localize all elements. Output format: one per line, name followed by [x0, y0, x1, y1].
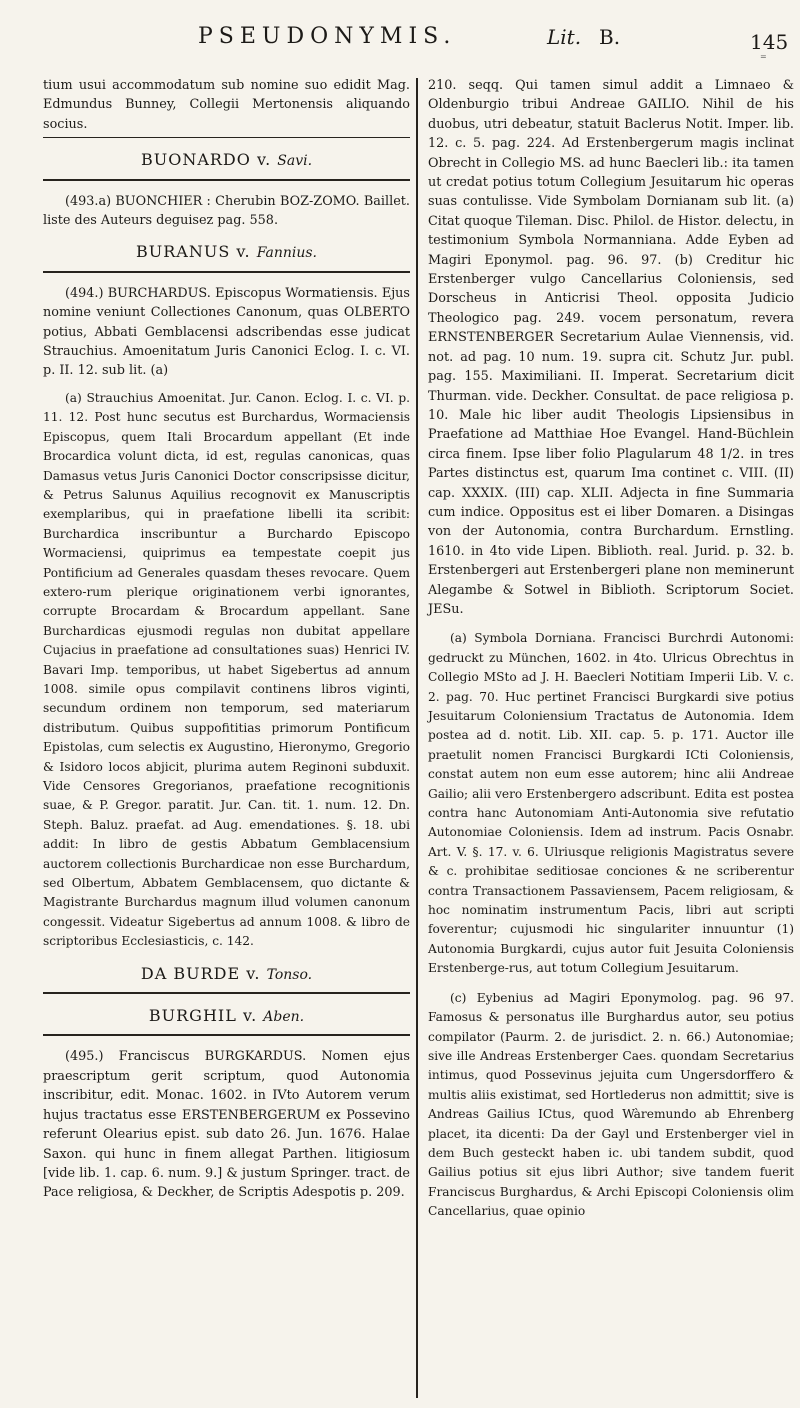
entry-heading-text: BURGHIL v. [148, 1006, 258, 1026]
entry-493: (493.a) BUONCHIER : Cherubin BOZ-ZOMO. Baillet. liste des Auteurs deguisez pag. 558. [43, 193, 410, 229]
footnote-c: (c) Eybenius ad Magiri Eponymolog. pag. 96 97. Famosus & personatus ille Burghardus autor, seu potius compilator (Paurm. 2. de jurisdict. 2. n. 66.) Autonomiae; sive ille Andreas Erstenberger Caes. quondam Secretarius intimus, quod Possevinus jejuita cum Ungersdorffero & multis aliis existimat, sed Hortlederus non admittit; sive is Andreas Gailius ICtus, quod Wàremundo ab Ehrenberg placet, ita dicenti: Da der Gayl und Erstenberger viel in dem Buch gesteckt haben ic. ubi tandem subdit, quod Gailius potius sit ejus libri Author; sive tandem fuerit Franciscus Burghardus, & Archi Episcopi Coloniensis olim Cancellarius, quae opinio [428, 990, 794, 1219]
page-sub-mark: = [760, 52, 767, 61]
divider [43, 992, 410, 994]
entry-heading-text: BUONARDO v. [140, 150, 272, 170]
entry-heading-text: DA BURDE v. [140, 963, 261, 983]
entry-heading-ref: Savi. [277, 153, 313, 170]
footnote-a: (a) Symbola Dorniana. Francisci Burchrdi Autonomi: gedruckt zu München, 1602. in 4to. Ulricus Obrechtus in Collegio MSto ad J. H. Baecleri Notitiam Imperii Lib. V. c. 2. pag. 70. Huc pertinet Francisci Burgkardi sive potius Jesuitarum Coloniensium Tractatus de Autonomia. Idem postea ad d. notit. Lib. XII. cap. 5. p. 171. Auctor ille praetulit nomen Francisci Burgkardi ICti Coloniensis, constat autem non eum esse autorem; hinc alii Andreae Gailio; alii vero Erstenbergero adscribunt. Edita est postea contra hanc Autonomiam Anti-Autonomia sive refutatio Autonomiae Coloniensis. Idem ad instrum. Pacis Osnabr. Art. V. §. 17. v. 6. Ulriusque religionis Magistratus severe & c. prohibitae seditiosae conciones & ne scriberentur contra Transactionem Passaviensem, Pacem religiosam, & hoc nominatim instrumentum Pacis, libri aut scripti foverentur; cujusmodi hic singulariter innuuntur (1) Autonomia Burgkardi, cujus autor fuit Jesuita Coloniensis Erstenberge-rus, aut totum Collegium Jesuitarum. [428, 631, 794, 976]
divider [43, 137, 410, 138]
right-column [428, 76, 794, 1222]
entry-heading-ref: Aben. [263, 1009, 305, 1026]
entry-heading-ref: Fannius. [256, 245, 317, 262]
divider [43, 1034, 410, 1036]
left-column [43, 76, 410, 1203]
entry-495: (495.) Franciscus BURGKARDUS. Nomen ejus praescriptum gerit scriptum, quod Autonomia inscribitur, edit. Monac. 1602. in IVto Autorem verum hujus tractatus esse ERSTENBERGERUM ex Possevino referunt Olearius epist. sub dato 26. Jun. 1676. Halae Saxon. qui hunc in finem allegat Parthen. litigiosum [vide lib. 1. cap. 6. num. 9.] & justum Springer. tract. de Pace religiosa, & Deckher, de Scriptis Adespotis p. 209. [43, 1049, 410, 1201]
entry-heading-buranus [43, 242, 410, 263]
section-label: Lit. [547, 25, 582, 49]
entry-heading-burghil [43, 1006, 410, 1027]
entry-495-continuation: 210. seqq. Qui tamen simul addit a Limnaeo & Oldenburgio tribui Andreae GAILIO. Nihil de his duobus, utri debeatur, statuit Baclerus Notit. Imper. lib. 12. c. 5. pag. 224. Ad Erstenbergerum magis inclinat Obrecht in Collegio MS. ad hunc Baecleri lib.: ita tamen ut credat potius totum Collegium Jesuitarum hic operas suas contulisse. Vide Symbolam Dornianam sub lit. (a) Citat quoque Tileman. Disc. Philol. de Histor. delectu, in testimonium Symbola Normanniana. Adde Eyben ad Magiri Eponymol. pag. 96. 97. (b) Creditur hic Erstenberger vulgo Cancellarius Coloniensis, sed Dorscheus in Anticrisi Theol. opposita Judicio Theologico pag. 249. vocem personatum, revera ERNSTENBERGER Secretarium Aulae Viennensis, vid. not. ad pag. 10 num. 19. supra cit. Schutz Jur. publ. pag. 155. Maximiliani. II. Imperat. Secretarium dicit Thurman. vide. Deckher. Consultat. de pace religiosa p. 10. Male hic liber audit Theologis Lipsiensibus in Praefatione ad Matthiae Hoe Evangel. Hand-Büchlein circa finem. Ipse liber folio Plagularum 48 1/2. in tres Partes distinctus est, quarum Ima continet c. VIII. (II) cap. XXXIX. (III) cap. XLII. Adjecta in fine Summaria cum indice. Oppositus est ei liber Domaren. a Disingas von der Autonomia, contra Burchardum. Ernstling. 1610. in 4to vide Lipen. Biblioth. real. Jurid. p. 32. b. Erstenbergeri aut Erstenbergeri plane non meminerunt Alegambe & Sotwel in Biblioth. Scriptorum Societ. JESu. [428, 78, 794, 617]
running-title: PSEUDONYMIS. [198, 24, 457, 49]
entry-heading-burde [43, 964, 410, 985]
page-number: 145 [750, 30, 789, 54]
column-divider [416, 78, 418, 1398]
footnote-494a: (a) Strauchius Amoenitat. Jur. Canon. Eclog. I. c. VI. p. 11. 12. Post hunc secutus est Burchardus, Wormaciensis Episcopus, quem Itali Brocardum appellant (Et inde Brocardica volunt dicta, id est, regulas canonicas, quas Damasus vetus Juris Canonici Doctor conscripsisse dicitur, & Petrus Salunus Aquilius recognovit ex Manuscriptis exemplaribus, qui in praefatione libelli ita scribit: Burchardica inscribuntur a Burchardo Episcopo Wormaciensi, quiprimus ea tempestate coepit jus Pontificium ad Generales quasdam theses revocare. Quem extero-rum plerique originationem verbi ignorantes, corrupte Brocardam & Brocardum appellant. Sane Burchardicas ejusmodi regulas non dubitat appellare Cujacius in praefatione ad consultationes suas) Henrici IV. Bavari Imp. temporibus, ut habet Sigebertus ad annum 1008. simile opus compilavit continens libros viginti, secundum ordinem non temporum, sed materiarum distributum. Quibus suppofititias primorum Pontificum Epistolas, cum selectis ex Augustino, Hieronymo, Gregorio & Isidoro locos abjicit, plurima autem Reginoni subduxit. Vide Censores Gregorianos, praefatione recognitionis suae, & P. Gregor. paratit. Jur. Can. tit. 1. num. 12. Dn. Steph. Baluz. praefat. ad Aug. emendationes. §. 18. ubi addit: In libro de gestis Abbatum Gemblacensium auctorem collectionis Burchardicae non esse Burchardum, sed Olbertum, Abbatem Gemblacensem, quo dictante & Magistrante Burchardus magnum illud volumen canonum congessit. Videatur Sigebertus ad annum 1008. & libro de scriptoribus Ecclesiasticis, c. 142. [43, 390, 410, 949]
running-header [0, 0, 800, 62]
divider [43, 271, 410, 273]
entry-494: (494.) BURCHARDUS. Episcopus Wormatiensis. Ejus nomine veniunt Collectiones Canonum, quas OLBERTO potius, Abbati Gemblacensi adscribendas esse judicat Strauchius. Amoenitatum Juris Canonici Eclog. I. c. VI. p. II. 12. sub lit. (a) [43, 285, 410, 379]
divider [43, 179, 410, 181]
entry-heading-ref: Tonso. [266, 966, 313, 983]
section-letter: B. [599, 25, 621, 49]
entry-heading-buonardo [43, 150, 410, 171]
entry-continuation: tium usui accommodatum sub nomine suo edidit Mag. Edmundus Bunney, Collegii Mertonensis aliquando socius. [43, 78, 410, 132]
entry-heading-text: BURANUS v. [136, 242, 251, 262]
